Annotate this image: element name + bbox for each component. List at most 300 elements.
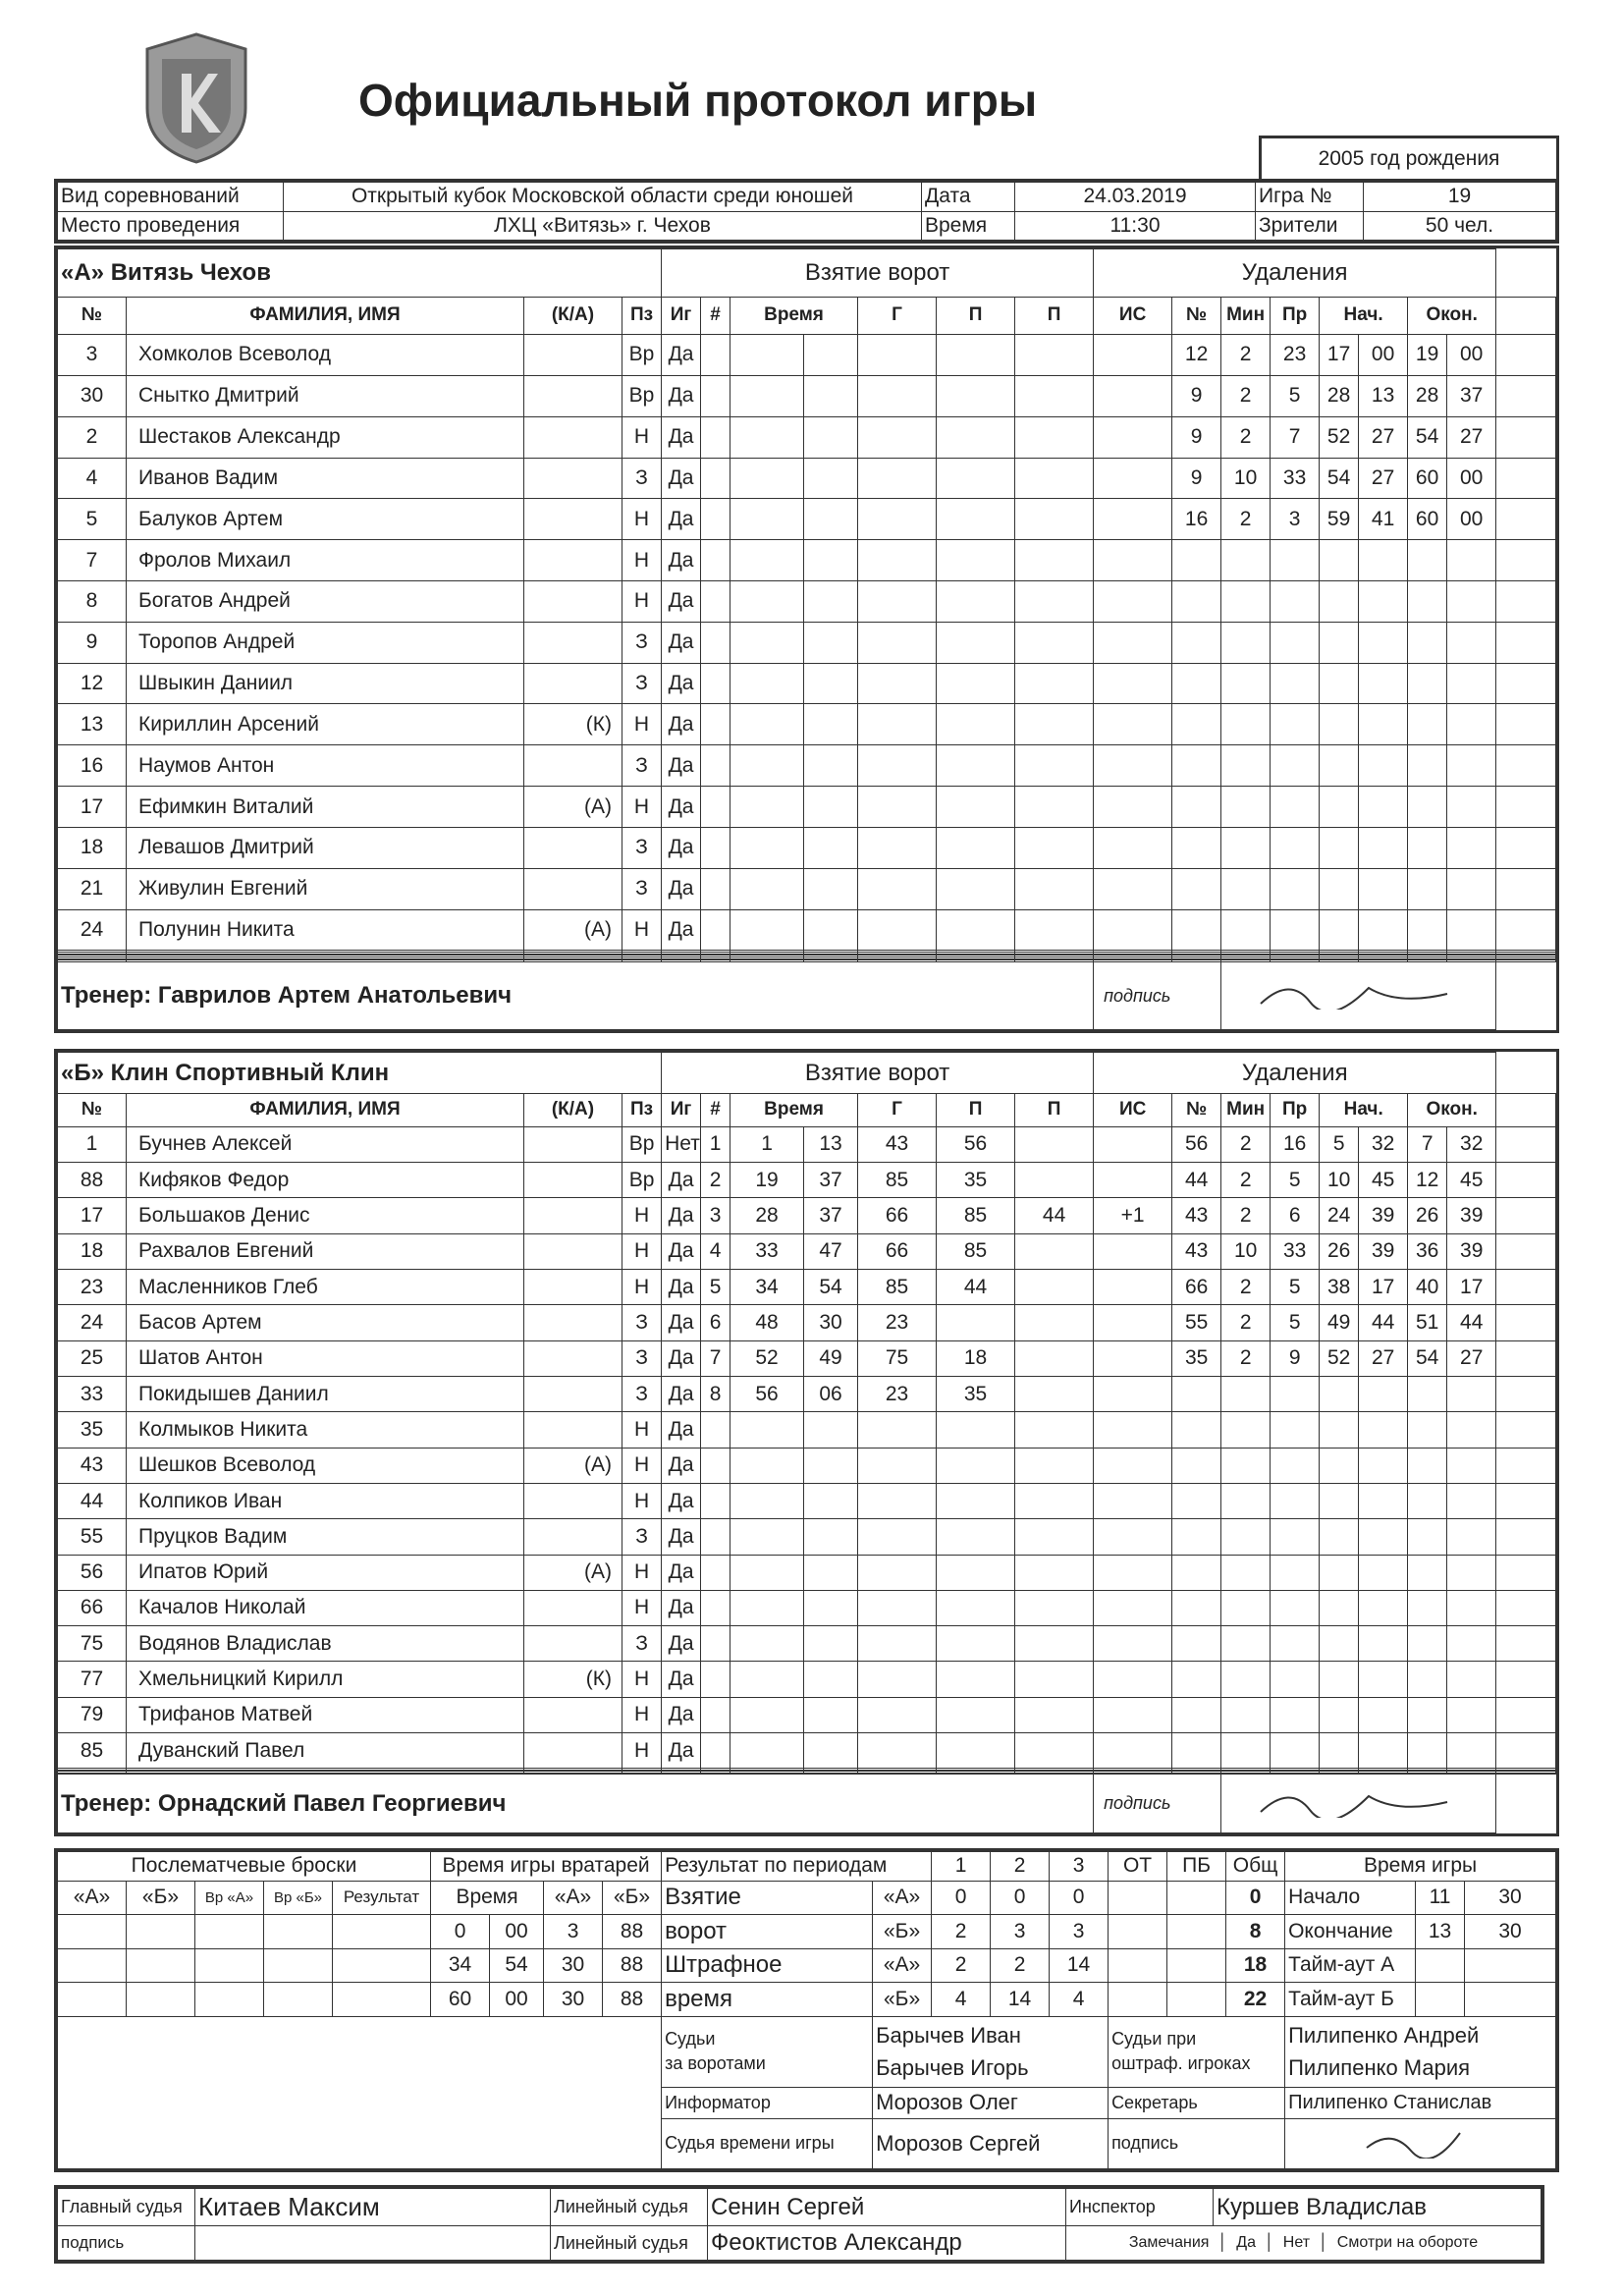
goal-assist2: [1015, 1269, 1094, 1304]
pen-reason: [1271, 909, 1320, 951]
pen-player: [1172, 580, 1221, 622]
player-number: 43: [58, 1448, 127, 1483]
col-pen-min: Мин: [1221, 297, 1271, 334]
place-label: Место проведения: [58, 211, 284, 241]
player-position: Вр: [622, 375, 662, 416]
player-position: Н: [622, 1555, 662, 1590]
goal-scorer: [858, 1412, 937, 1448]
player-number: 24: [58, 909, 127, 951]
goal-strength: [1094, 335, 1172, 376]
pen-player: [1172, 622, 1221, 663]
goal-scorer: 23: [858, 1305, 937, 1340]
comp-value: Открытый кубок Московской области среди юношей: [284, 183, 922, 212]
signature-mark: [1362, 2123, 1480, 2159]
player-name: Иванов Вадим: [127, 458, 524, 499]
goal-sec: [804, 745, 858, 787]
birth-year: 2005 год рождения: [1318, 147, 1500, 170]
goal-scorer: [858, 1733, 937, 1769]
pen-player: [1172, 1590, 1221, 1625]
goal-sec: [804, 1412, 858, 1448]
player-position: З: [622, 1376, 662, 1411]
player-name: Качалов Николай: [127, 1590, 524, 1625]
pen-extra: [1496, 458, 1556, 499]
goal-min: [730, 1448, 804, 1483]
pen-reason: [1271, 1697, 1320, 1732]
insp-label: Инспектор: [1066, 2189, 1214, 2226]
goal-assist1: [937, 1519, 1015, 1555]
pen-start-sec: [1359, 1448, 1408, 1483]
pen-extra: [1496, 1697, 1556, 1732]
pen-end-min: 54: [1408, 416, 1447, 458]
pen-extra: [1496, 868, 1556, 909]
goal-assist2: [1015, 1376, 1094, 1411]
goal-assist2: [1015, 1162, 1094, 1197]
gk-a-1: 30: [544, 1948, 603, 1982]
so-res: Результат: [333, 1881, 431, 1914]
pen-end-sec: 39: [1447, 1198, 1496, 1233]
gb-total: 8: [1226, 1915, 1285, 1948]
goal-sec: [804, 375, 858, 416]
goal-strength: [1094, 1162, 1172, 1197]
pen-extra: [1496, 960, 1556, 962]
pen-min: [1221, 1662, 1271, 1697]
player-number: 35: [58, 1412, 127, 1448]
penalties-title: Удаления: [1094, 249, 1496, 298]
gk-title: Время игры вратарей: [431, 1852, 662, 1882]
player-played: Да: [662, 1555, 701, 1590]
goal-sec: [804, 663, 858, 704]
player-position: Н: [622, 540, 662, 581]
pen-start-min: [1320, 868, 1359, 909]
player-played: Да: [662, 1198, 701, 1233]
pen-end-sec: [1447, 1697, 1496, 1732]
player-number: 2: [58, 416, 127, 458]
player-number: 56: [58, 1555, 127, 1590]
goal-assist2: [1015, 1733, 1094, 1769]
goal-num: [701, 1555, 730, 1590]
pen-extra: [1496, 1555, 1556, 1590]
player-row: [58, 1412, 1556, 1448]
pen-reason: 7: [1271, 416, 1320, 458]
goal-assist1: [937, 540, 1015, 581]
player-played: Да: [662, 1269, 701, 1304]
player-row: [58, 580, 1556, 622]
player-row: [58, 868, 1556, 909]
player-played: Да: [662, 540, 701, 581]
col-name: ФАМИЛИЯ, ИМЯ: [127, 1094, 524, 1126]
pen-start-min: [1320, 580, 1359, 622]
pen-start-min: 5: [1320, 1126, 1359, 1162]
gj2: Барычев Игорь: [876, 2055, 1029, 2081]
player-row: [58, 416, 1556, 458]
player-name: Левашов Дмитрий: [127, 827, 524, 868]
goal-sec: 13: [804, 1126, 858, 1162]
player-row: [58, 1198, 1556, 1233]
pen-end-min: 36: [1408, 1233, 1447, 1269]
player-row: [58, 1697, 1556, 1732]
goal-assist2: [1015, 1555, 1094, 1590]
pen-end-sec: [1447, 580, 1496, 622]
pen-reason: 5: [1271, 1162, 1320, 1197]
game-time-title: Время игры: [1285, 1852, 1556, 1882]
goal-assist2: [1015, 458, 1094, 499]
player-position: Н: [622, 787, 662, 828]
pen-player: 66: [1172, 1269, 1221, 1304]
goal-min: 56: [730, 1376, 804, 1411]
col-goal-num: #: [701, 297, 730, 334]
pen-start-sec: 27: [1359, 416, 1408, 458]
pen-end-sec: [1447, 787, 1496, 828]
goal-strength: [1094, 375, 1172, 416]
so-vra: Вр «А»: [195, 1881, 264, 1914]
pen-end-min: [1408, 540, 1447, 581]
end-h: 13: [1416, 1915, 1465, 1948]
pen-player: [1172, 704, 1221, 745]
pen-end-sec: [1447, 540, 1496, 581]
end-m: 30: [1465, 1915, 1556, 1948]
goal-num: [701, 787, 730, 828]
pen-min: [1221, 1448, 1271, 1483]
pen-start-sec: [1359, 745, 1408, 787]
gk-a-h: «А»: [544, 1881, 603, 1914]
player-number: 13: [58, 704, 127, 745]
start-h: 11: [1416, 1881, 1465, 1914]
player-row: [58, 1233, 1556, 1269]
pen-min: [1221, 1483, 1271, 1518]
pen-start-sec: [1359, 1626, 1408, 1662]
pen-start-sec: [1359, 909, 1408, 951]
player-name: Фролов Михаил: [127, 540, 524, 581]
pen-extra: [1496, 1662, 1556, 1697]
player-played: Да: [662, 1733, 701, 1769]
player-played: Да: [662, 663, 701, 704]
pen-extra: [1496, 622, 1556, 663]
col-goal-p1: П: [937, 297, 1015, 334]
goal-num: [701, 375, 730, 416]
player-role: (К): [524, 1662, 622, 1697]
col-ka: (К/А): [524, 1094, 622, 1126]
pen-extra: [1496, 1483, 1556, 1518]
pen-end-sec: [1447, 1626, 1496, 1662]
pen-start-min: [1320, 787, 1359, 828]
goal-num: [701, 1412, 730, 1448]
pen-end-min: [1408, 1448, 1447, 1483]
place-value: ЛХЦ «Витязь» г. Чехов: [284, 211, 922, 241]
pen-end-sec: 00: [1447, 458, 1496, 499]
goal-num: [701, 335, 730, 376]
goal-assist1: [937, 1555, 1015, 1590]
goal-scorer: [858, 1555, 937, 1590]
goal-assist2: [1015, 1519, 1094, 1555]
player-position: Н: [622, 1733, 662, 1769]
pj1: Пилипенко Андрей: [1288, 2023, 1480, 2049]
pb-0: 4: [932, 1983, 991, 2016]
pen-end-min: [1408, 1697, 1447, 1732]
pen-start-min: 26: [1320, 1233, 1359, 1269]
pen-extra: [1496, 1162, 1556, 1197]
goal-assist1: [937, 580, 1015, 622]
pen-start-sec: [1359, 1376, 1408, 1411]
player-row: [58, 1376, 1556, 1411]
player-played: Да: [662, 499, 701, 540]
col-num: №: [58, 297, 127, 334]
pen-player: 12: [1172, 335, 1221, 376]
goal-sec: [804, 1519, 858, 1555]
player-position: З: [622, 1519, 662, 1555]
pen-extra: [1496, 1126, 1556, 1162]
col-pen-num: №: [1172, 1094, 1221, 1126]
goal-num: [701, 416, 730, 458]
pen-reason: [1271, 1376, 1320, 1411]
goal-sec: 47: [804, 1233, 858, 1269]
goal-scorer: [858, 827, 937, 868]
goal-scorer: 23: [858, 1376, 937, 1411]
goal-num: [701, 1697, 730, 1732]
goal-strength: [1094, 1555, 1172, 1590]
pa-total: 18: [1226, 1948, 1285, 1982]
goal-assist2: [1015, 540, 1094, 581]
pen-reason: 3: [1271, 499, 1320, 540]
goal-sec: [804, 827, 858, 868]
goal-min: [730, 1733, 804, 1769]
col-pen-extra: [1496, 1094, 1556, 1126]
pen-start-min: [1320, 1626, 1359, 1662]
player-position: Н: [622, 1412, 662, 1448]
goal-assist1: [937, 1448, 1015, 1483]
col-goal-p2: П: [1015, 297, 1094, 334]
signature-mark: [1251, 1784, 1467, 1818]
pen-extra: [1496, 1340, 1556, 1376]
player-name: Рахвалов Евгений: [127, 1233, 524, 1269]
pen-extra: [1496, 663, 1556, 704]
goal-sec: [804, 416, 858, 458]
pen-start-min: [1320, 909, 1359, 951]
player-played: Да: [662, 1376, 701, 1411]
gk-b-h: «Б»: [603, 1881, 662, 1914]
player-name: Кифяков Федор: [127, 1162, 524, 1197]
goal-sec: [804, 909, 858, 951]
pen-end-min: 7: [1408, 1126, 1447, 1162]
goal-strength: [1094, 1233, 1172, 1269]
col-pen-start: Нач.: [1320, 1094, 1408, 1126]
goal-assist1: 85: [937, 1233, 1015, 1269]
player-played: Да: [662, 827, 701, 868]
pen-end-sec: [1447, 1590, 1496, 1625]
pen-end-min: 28: [1408, 375, 1447, 416]
ga-1: 0: [991, 1881, 1050, 1914]
goal-sec: [804, 787, 858, 828]
gj-l1: Судьи: [665, 2028, 716, 2049]
player-role: [524, 1198, 622, 1233]
pen-start-min: 52: [1320, 416, 1359, 458]
goal-scorer: [858, 1483, 937, 1518]
pen-start-min: [1320, 1555, 1359, 1590]
player-number: 30: [58, 375, 127, 416]
goal-sec: [804, 1662, 858, 1697]
pen-end-min: [1408, 663, 1447, 704]
goal-assist1: 18: [937, 1340, 1015, 1376]
goal-num: [701, 745, 730, 787]
goal-strength: [1094, 868, 1172, 909]
goal-num: 7: [701, 1340, 730, 1376]
goal-scorer: [858, 868, 937, 909]
col-pen-num: №: [1172, 297, 1221, 334]
pen-end-min: 54: [1408, 1340, 1447, 1376]
goal-scorer: [858, 909, 937, 951]
pen-extra: [1496, 704, 1556, 745]
timeout-b: Тайм-аут Б: [1285, 1983, 1416, 2016]
gj-label: [662, 2016, 873, 2087]
pen-end-sec: [1447, 1662, 1496, 1697]
player-row: [58, 1340, 1556, 1376]
player-role: [524, 1412, 622, 1448]
pen-min: 2: [1221, 499, 1271, 540]
gk-a-0: 3: [544, 1915, 603, 1948]
col-goal-is: ИС: [1094, 297, 1172, 334]
pen-end-sec: [1447, 745, 1496, 787]
team-b-section: [54, 1049, 1559, 1836]
goal-min: [730, 1555, 804, 1590]
goal-assist1: [937, 1626, 1015, 1662]
goal-sec: [804, 580, 858, 622]
player-row: [58, 1483, 1556, 1518]
goal-assist2: [1015, 416, 1094, 458]
goal-min: [730, 868, 804, 909]
player-row: [58, 787, 1556, 828]
pen-end-min: [1408, 1412, 1447, 1448]
player-role: [524, 1626, 622, 1662]
pen-start-min: [1320, 1590, 1359, 1625]
pen-player: [1172, 540, 1221, 581]
goal-assist1: [937, 827, 1015, 868]
pen-end-min: [1408, 580, 1447, 622]
goal-strength: [1094, 1519, 1172, 1555]
player-role: [524, 1697, 622, 1732]
player-played: Да: [662, 1412, 701, 1448]
goal-strength: [1094, 1269, 1172, 1304]
goal-assist2: [1015, 1626, 1094, 1662]
pen-reason: [1271, 1733, 1320, 1769]
goal-assist1: 35: [937, 1162, 1015, 1197]
goal-sec: [804, 1448, 858, 1483]
player-position: З: [622, 663, 662, 704]
bottom-summary: [54, 1848, 1559, 2172]
player-name: Живулин Евгений: [127, 868, 524, 909]
player-played: Да: [662, 622, 701, 663]
goal-assist2: [1015, 1697, 1094, 1732]
goal-min: [730, 704, 804, 745]
player-played: Да: [662, 868, 701, 909]
pen-start-min: 49: [1320, 1305, 1359, 1340]
player-position: Вр: [622, 335, 662, 376]
player-row: [58, 909, 1556, 951]
col-goal-p2: П: [1015, 1094, 1094, 1126]
player-row: [58, 1162, 1556, 1197]
pen-player: 44: [1172, 1162, 1221, 1197]
player-role: (А): [524, 1448, 622, 1483]
line2-label: Линейный судья: [551, 2226, 708, 2261]
player-row: [58, 458, 1556, 499]
pen-end-min: [1408, 1590, 1447, 1625]
pen-reason: 5: [1271, 1305, 1320, 1340]
pen-min: 2: [1221, 335, 1271, 376]
col-goal-time: Время: [730, 1094, 858, 1126]
player-role: [524, 540, 622, 581]
goal-assist1: [937, 375, 1015, 416]
goal-min: 28: [730, 1198, 804, 1233]
col-pen-pr: Пр: [1271, 1094, 1320, 1126]
player-position: З: [622, 745, 662, 787]
player-role: [524, 1269, 622, 1304]
goal-assist1: [937, 1662, 1015, 1697]
pen-extra: [1496, 909, 1556, 951]
player-played: Да: [662, 1162, 701, 1197]
player-row: [58, 827, 1556, 868]
goal-assist2: [1015, 1412, 1094, 1448]
player-name: Кириллин Арсений: [127, 704, 524, 745]
goal-sec: [804, 1483, 858, 1518]
pen-start-min: [1320, 1448, 1359, 1483]
so-vrb: Вр «Б»: [264, 1881, 333, 1914]
player-played: Да: [662, 1590, 701, 1625]
pen-player: 43: [1172, 1198, 1221, 1233]
date-value: 24.03.2019: [1015, 183, 1256, 212]
pen-start-min: [1320, 1376, 1359, 1411]
player-played: Да: [662, 704, 701, 745]
pen-start-sec: 39: [1359, 1198, 1408, 1233]
goal-strength: [1094, 1126, 1172, 1162]
pen-start-sec: 44: [1359, 1305, 1408, 1340]
goal-num: [701, 1590, 730, 1625]
player-role: [524, 1519, 622, 1555]
player-role: [524, 868, 622, 909]
player-name: Хомколов Всеволод: [127, 335, 524, 376]
goal-assist2: [1015, 580, 1094, 622]
goal-min: [730, 745, 804, 787]
goal-assist1: [937, 1305, 1015, 1340]
player-played: Да: [662, 375, 701, 416]
goal-min: 19: [730, 1162, 804, 1197]
goal-assist2: [1015, 704, 1094, 745]
player-role: [524, 745, 622, 787]
pen-start-sec: 45: [1359, 1162, 1408, 1197]
pen-end-min: [1408, 1555, 1447, 1590]
col-ig: Иг: [662, 297, 701, 334]
pen-min: [1221, 909, 1271, 951]
pen-reason: 16: [1271, 1126, 1320, 1162]
player-row: [58, 622, 1556, 663]
pen-reason: 23: [1271, 335, 1320, 376]
pen-extra: [1496, 1198, 1556, 1233]
pen-start-sec: [1359, 1733, 1408, 1769]
pen-reason: 33: [1271, 1233, 1320, 1269]
col-ig: Иг: [662, 1094, 701, 1126]
pen-start-sec: [1359, 540, 1408, 581]
remarks-row: Замечания │ Да │ Нет │ Смотри на обороте: [1066, 2226, 1542, 2261]
pen-reason: [1271, 868, 1320, 909]
player-name: Бучнев Алексей: [127, 1126, 524, 1162]
goal-assist1: [937, 787, 1015, 828]
player-row: [58, 1590, 1556, 1625]
coach-signature: [1221, 962, 1496, 1030]
pen-end-sec: 45: [1447, 1162, 1496, 1197]
goal-assist1: [937, 1697, 1015, 1732]
goal-assist2: [1015, 499, 1094, 540]
ga-0: 0: [932, 1881, 991, 1914]
player-position: З: [622, 622, 662, 663]
player-role: [524, 827, 622, 868]
goal-min: 52: [730, 1340, 804, 1376]
